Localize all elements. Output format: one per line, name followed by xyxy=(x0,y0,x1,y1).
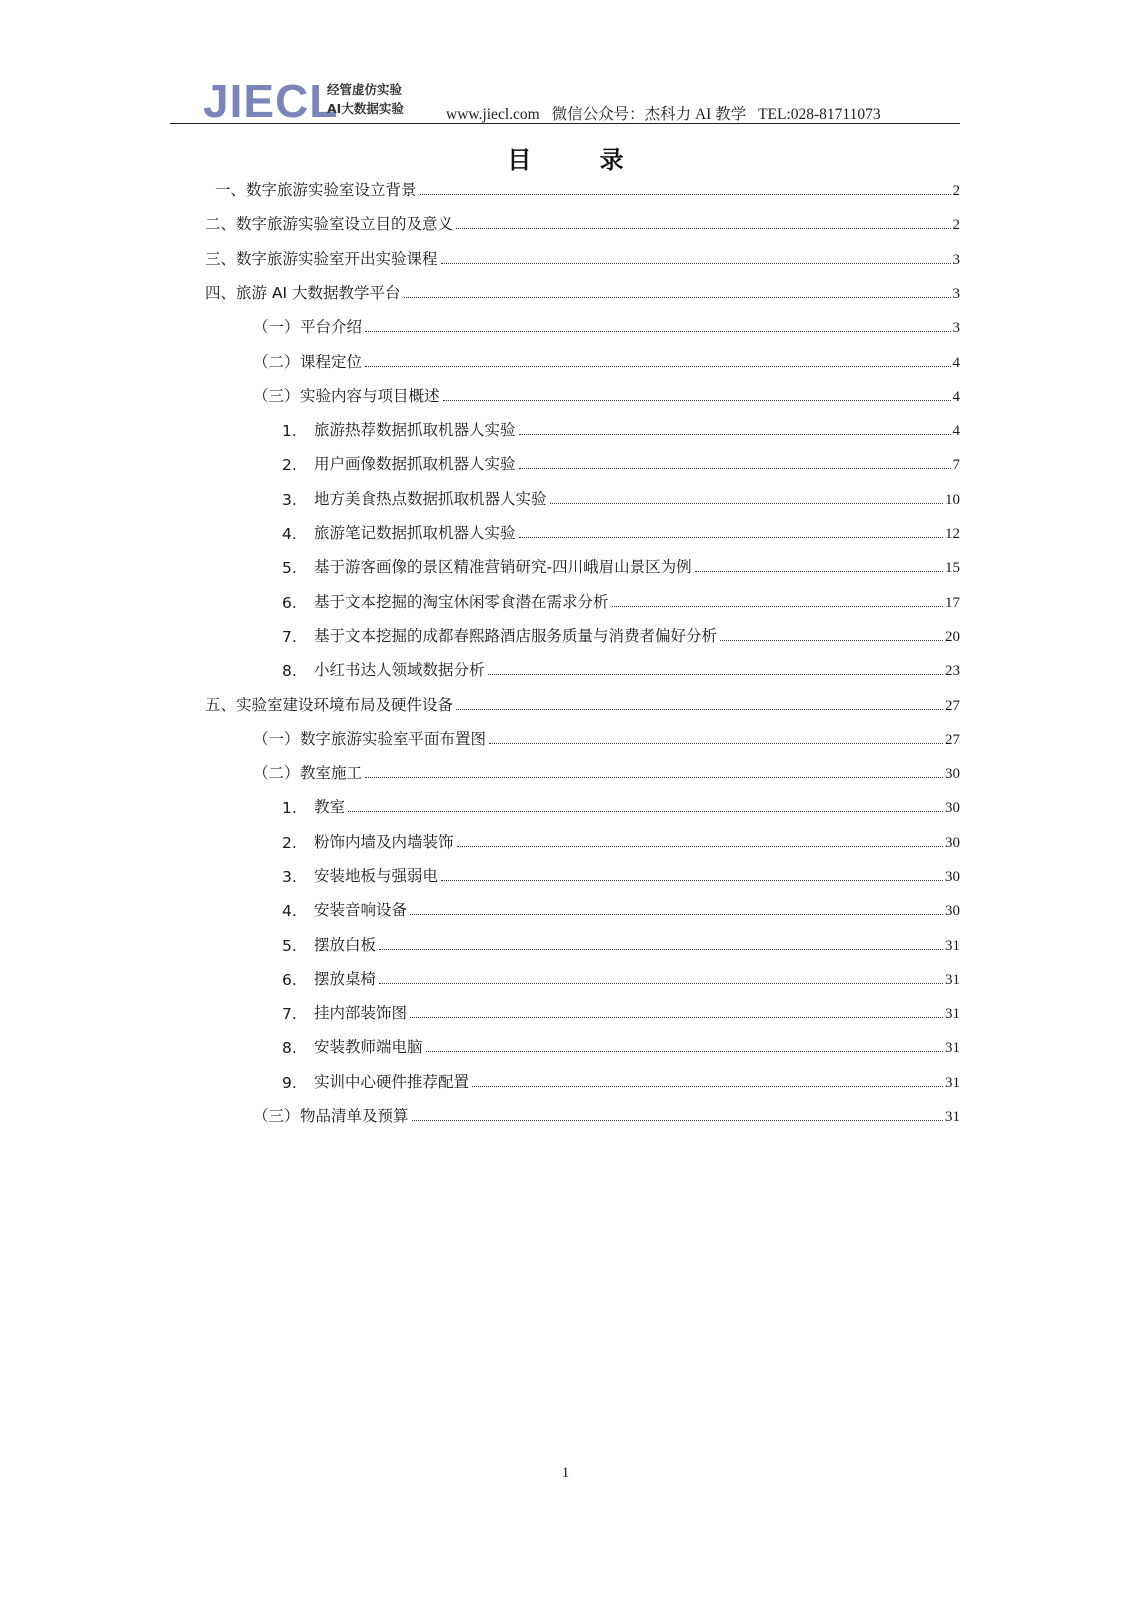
toc-entry[interactable] xyxy=(282,898,960,920)
toc-entry-number: 1. xyxy=(282,422,297,440)
toc-entry-page: 31 xyxy=(945,1109,960,1125)
toc-entry-number: （一） xyxy=(253,730,300,748)
toc-entry-page: 12 xyxy=(945,526,960,542)
toc-entry-number: 五、 xyxy=(205,696,237,714)
toc-leader-dots xyxy=(426,1051,943,1052)
toc-entry-page: 23 xyxy=(945,663,960,679)
toc-entry-label: 基于游客画像的景区精准营销研究-四川峨眉山景区为例 xyxy=(314,558,692,576)
toc-leader-dots xyxy=(720,640,943,641)
toc-entry-page: 30 xyxy=(945,903,960,919)
toc-entry[interactable] xyxy=(253,384,960,406)
toc-leader-dots xyxy=(456,709,943,710)
toc-entry-number: 3. xyxy=(282,868,297,886)
toc-entry[interactable] xyxy=(282,933,960,955)
toc-entry-page: 31 xyxy=(945,938,960,954)
toc-entry-number: 2. xyxy=(282,834,297,852)
toc-entry[interactable] xyxy=(282,864,960,886)
toc-entry-page: 30 xyxy=(945,766,960,782)
toc-entry-page: 27 xyxy=(945,698,960,714)
toc-entry-number: 2. xyxy=(282,456,297,474)
toc-entry-label: 小红书达人领域数据分析 xyxy=(314,661,485,679)
toc-entry-number: 4. xyxy=(282,525,297,543)
toc-leader-dots xyxy=(612,606,943,607)
toc-entry-page: 15 xyxy=(945,560,960,576)
toc-entry-number: 6. xyxy=(282,971,297,989)
logo-subtitle-line-2: AI大数据实验 xyxy=(327,101,404,116)
toc-entry-label: 课程定位 xyxy=(300,353,363,371)
toc-entry-page: 2 xyxy=(952,217,960,233)
toc-entry-page: 4 xyxy=(952,423,960,439)
toc-entry-label: 基于文本挖掘的淘宝休闲零食潜在需求分析 xyxy=(314,593,609,611)
toc-entry-label: 摆放白板 xyxy=(314,936,377,954)
toc-entry[interactable] xyxy=(282,830,960,852)
toc-leader-dots xyxy=(488,674,943,675)
toc-entry[interactable] xyxy=(282,555,960,577)
toc-entry-number: 一、 xyxy=(215,181,247,199)
toc-entry-label: 旅游笔记数据抓取机器人实验 xyxy=(314,524,516,542)
toc-entry-number: （三） xyxy=(253,387,300,405)
toc-entry-page: 4 xyxy=(952,389,960,405)
logo-subtitle xyxy=(327,80,404,118)
toc-entry-number: 4. xyxy=(282,902,297,920)
toc-entry-page: 2 xyxy=(952,183,960,199)
toc-entry-label: 旅游 AI 大数据教学平台 xyxy=(236,284,401,302)
toc-entry-page: 3 xyxy=(952,320,960,336)
toc-entry-label: 教室 xyxy=(314,798,346,816)
page-number: 1 xyxy=(561,1465,570,1481)
header-divider xyxy=(170,123,960,124)
toc-leader-dots xyxy=(457,846,943,847)
toc-leader-dots xyxy=(550,503,943,504)
toc-entry-number: 7. xyxy=(282,628,297,646)
toc-leader-dots xyxy=(365,331,950,332)
toc-entry[interactable] xyxy=(282,418,960,440)
toc-entry-page: 31 xyxy=(945,972,960,988)
toc-entry[interactable] xyxy=(205,281,960,303)
header-tel: TEL:028-81711073 xyxy=(758,106,881,123)
toc-leader-dots xyxy=(420,194,951,195)
toc-entry-page: 17 xyxy=(945,595,960,611)
toc-entry[interactable] xyxy=(253,727,960,749)
toc-leader-dots xyxy=(412,1120,943,1121)
toc-leader-dots xyxy=(456,228,950,229)
toc-leader-dots xyxy=(519,537,943,538)
toc-entry-number: 1. xyxy=(282,799,297,817)
toc-entry-number: （一） xyxy=(253,318,300,336)
toc-leader-dots xyxy=(472,1086,943,1087)
toc-entry-label: 数字旅游实验室开出实验课程 xyxy=(236,250,438,268)
toc-entry-number: （三） xyxy=(253,1107,300,1125)
toc-entry[interactable] xyxy=(205,212,960,234)
toc-entry-number: 6. xyxy=(282,594,297,612)
toc-entry[interactable] xyxy=(205,247,960,269)
toc-entry-label: 挂内部装饰图 xyxy=(314,1004,408,1022)
toc-entry-label: 基于文本挖掘的成都春熙路酒店服务质量与消费者偏好分析 xyxy=(314,627,718,645)
toc-entry-number: 5. xyxy=(282,559,297,577)
toc-entry-number: 9. xyxy=(282,1074,297,1092)
toc-entry[interactable] xyxy=(282,967,960,989)
toc-entry-label: 教室施工 xyxy=(300,764,363,782)
toc-title: 目 录 xyxy=(507,146,654,174)
header-wechat: 微信公众号：杰科力 AI 教学 xyxy=(551,106,747,123)
toc-entry-label: 实训中心硬件推荐配置 xyxy=(314,1073,470,1091)
header-contact-info xyxy=(446,102,889,124)
toc-entry-page: 27 xyxy=(945,732,960,748)
toc-entry-label: 平台介绍 xyxy=(300,318,363,336)
toc-entry-number: 8. xyxy=(282,1039,297,1057)
toc-leader-dots xyxy=(489,743,943,744)
header-website: www.jiecl.com xyxy=(446,106,540,123)
toc-entry[interactable] xyxy=(253,315,960,337)
jiecl-logo: JIECL xyxy=(203,75,339,127)
toc-entry-label: 用户画像数据抓取机器人实验 xyxy=(314,455,516,473)
toc-entry[interactable] xyxy=(282,521,960,543)
toc-entry[interactable] xyxy=(282,624,960,646)
toc-entry[interactable] xyxy=(253,761,960,783)
toc-entry-number: （二） xyxy=(253,764,300,782)
toc-entry[interactable] xyxy=(205,693,960,715)
toc-entry-label: 摆放桌椅 xyxy=(314,970,377,988)
toc-leader-dots xyxy=(379,983,943,984)
toc-entry-page: 4 xyxy=(952,355,960,371)
toc-entry[interactable] xyxy=(282,795,960,817)
toc-entry-label: 数字旅游实验室设立目的及意义 xyxy=(236,215,454,233)
toc-entry[interactable] xyxy=(282,487,960,509)
logo-subtitle-line-1: 经管虚仿实验 xyxy=(327,82,403,97)
toc-entry-number: 四、 xyxy=(205,284,237,302)
toc-leader-dots xyxy=(519,468,951,469)
toc-entry-page: 30 xyxy=(945,800,960,816)
toc-entry-page: 31 xyxy=(945,1006,960,1022)
toc-leader-dots xyxy=(519,434,951,435)
toc-leader-dots xyxy=(404,297,951,298)
toc-entry-number: 8. xyxy=(282,662,297,680)
toc-entry-page: 30 xyxy=(945,869,960,885)
toc-entry-page: 7 xyxy=(952,457,960,473)
toc-entry[interactable] xyxy=(282,1070,960,1092)
toc-entry-page: 3 xyxy=(952,286,960,302)
toc-entry-page: 3 xyxy=(952,252,960,268)
toc-entry-label: 旅游热荐数据抓取机器人实验 xyxy=(314,421,516,439)
toc-entry-page: 30 xyxy=(945,835,960,851)
page-header xyxy=(170,74,960,127)
toc-entry-label: 实验内容与项目概述 xyxy=(300,387,440,405)
toc-leader-dots xyxy=(410,914,943,915)
toc-entry-page: 20 xyxy=(945,629,960,645)
toc-entry-number: 二、 xyxy=(205,215,237,233)
toc-entry[interactable] xyxy=(282,590,960,612)
toc-leader-dots xyxy=(379,949,943,950)
toc-leader-dots xyxy=(365,777,943,778)
toc-entry[interactable] xyxy=(282,452,960,474)
toc-entry-number: 3. xyxy=(282,491,297,509)
toc-entry[interactable] xyxy=(282,1001,960,1023)
toc-entry-label: 安装音响设备 xyxy=(314,901,408,919)
toc-entry-page: 10 xyxy=(945,492,960,508)
toc-entry-label: 数字旅游实验室平面布置图 xyxy=(300,730,487,748)
toc-leader-dots xyxy=(441,263,951,264)
toc-entry-number: （二） xyxy=(253,353,300,371)
toc-entry-number: 三、 xyxy=(205,250,237,268)
toc-entry-label: 数字旅游实验室设立背景 xyxy=(246,181,417,199)
toc-entry[interactable] xyxy=(253,1104,960,1126)
toc-entry-label: 安装教师端电脑 xyxy=(314,1038,423,1056)
toc-entry[interactable] xyxy=(253,350,960,372)
toc-entry-number: 5. xyxy=(282,937,297,955)
toc-entry-number: 7. xyxy=(282,1005,297,1023)
toc-leader-dots xyxy=(410,1017,943,1018)
toc-entry-label: 地方美食热点数据抓取机器人实验 xyxy=(314,490,547,508)
toc-entry-page: 31 xyxy=(945,1040,960,1056)
toc-leader-dots xyxy=(348,811,943,812)
toc-entry-label: 实验室建设环境布局及硬件设备 xyxy=(236,696,454,714)
toc-entry-label: 物品清单及预算 xyxy=(300,1107,409,1125)
toc-entry[interactable] xyxy=(282,658,960,680)
toc-entry[interactable] xyxy=(215,178,960,200)
toc-leader-dots xyxy=(695,571,943,572)
toc-leader-dots xyxy=(441,880,943,881)
toc-leader-dots xyxy=(443,400,951,401)
toc-entry-page: 31 xyxy=(945,1075,960,1091)
toc-leader-dots xyxy=(365,366,950,367)
toc-entry-label: 安装地板与强弱电 xyxy=(314,867,439,885)
toc-entry-label: 粉饰内墙及内墙装饰 xyxy=(314,833,454,851)
toc-entry[interactable] xyxy=(282,1035,960,1057)
